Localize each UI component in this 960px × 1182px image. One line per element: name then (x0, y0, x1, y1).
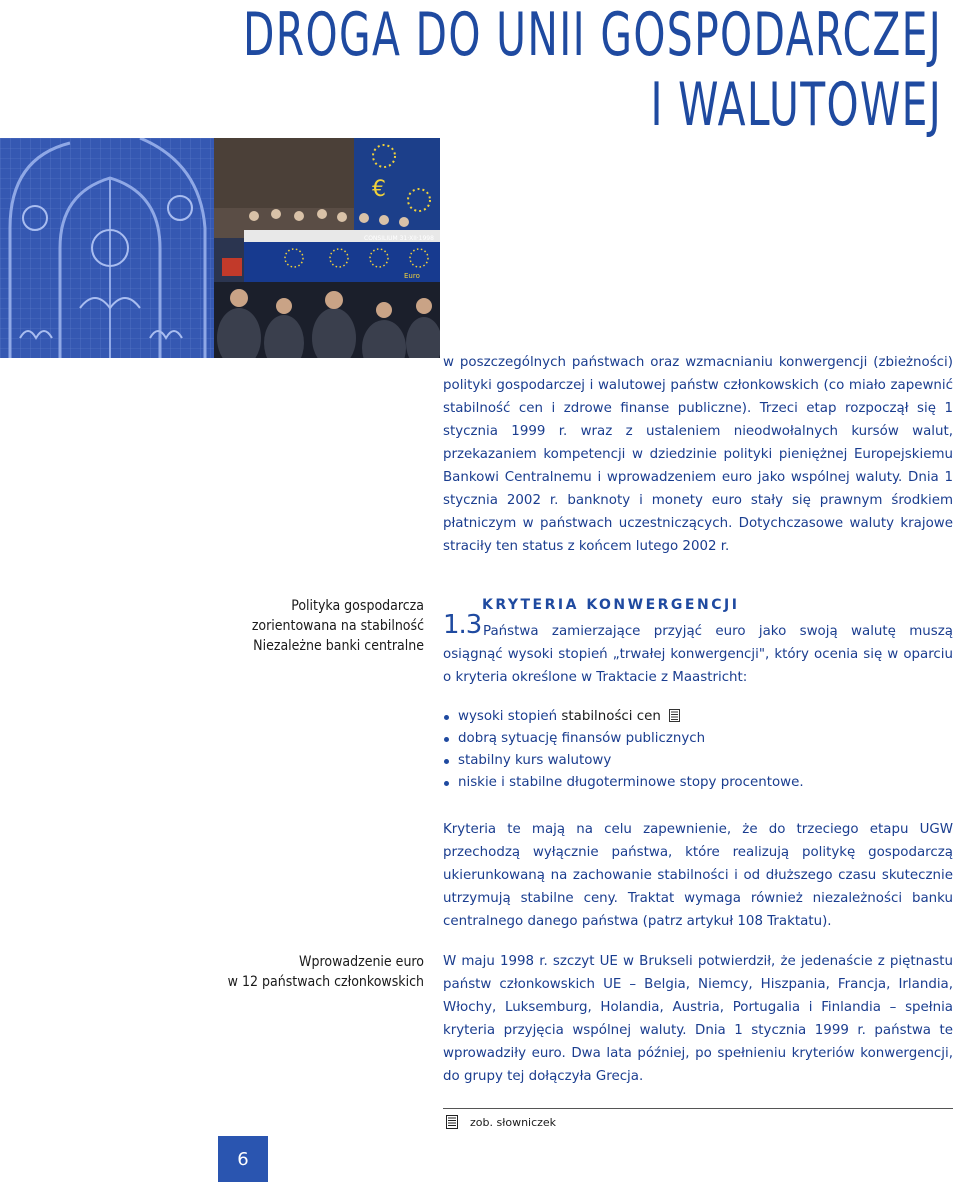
page-number: 6 (218, 1136, 268, 1182)
eu-council-photo (214, 138, 440, 358)
page-title (243, 0, 942, 140)
criteria-paragraph: Kryteria te mają na celu zapewnienie, że do trzeciego etapu UGW przechodzą wyłącznie państwa, które realizują politykę gospodarczą ukierunkowaną na zachowanie stabilności i od dłuższego czasu skutecznie utrzymują stabilne ceny. Traktat wymaga również niezależności banku centralnego danego państwa (patrz artykuł 108 Traktatu). (443, 822, 953, 929)
side-label-euro-introduction: Wprowadzenie euro (299, 954, 424, 970)
title-line-1: DROGA DO UNII GOSPODARCZEJ (242, 0, 942, 70)
glossary-link-price-stability[interactable]: stabilności cen (561, 709, 661, 724)
title-line-2: I WALUTOWEJ (650, 70, 942, 140)
side-label-central-banks: Niezależne banki centralne (253, 638, 424, 654)
footer-divider (443, 1108, 953, 1109)
list-item: niskie i stabilne długoterminowe stopy procentowe. (443, 772, 804, 794)
side-label-economic-policy: Polityka gospodarcza (291, 598, 424, 614)
side-label-member-states: w 12 państwach członkowskich (227, 974, 424, 990)
svg-text:€: € (372, 177, 386, 202)
summit-paragraph: W maju 1998 r. szczyt UE w Brukseli potwierdził, że jedenaście z piętnastu państw członkowskich UE – Belgia, Niemcy, Hiszpania, Francja, Irlandia, Włochy, Luksemburg, Holandia, Austria, Portugalia i Finlandia – spełnia kryteria przyjęcia wspólnej waluty. Dnia 1 stycznia 1999 r. państwa te wprowadziły euro. Dwa lata później, po spełnieniu kryteriów konwergencji, do grupy tej dołączyła Grecja. (443, 954, 953, 1084)
list-item (443, 706, 804, 728)
list-item: dobrą sytuację finansów publicznych (443, 728, 804, 750)
photo-banner-text: CONSILIUM 31·XII·1998 (364, 235, 434, 242)
section-intro: Państwa zamierzające przyjąć euro jako swoją walutę muszą osiągnąć wysoki stopień „trwałej konwergencji", który ocenia się w oparciu o kryteria określone w Traktacie z Maastricht: (443, 624, 953, 685)
glossary-note: zob. słowniczek (470, 1116, 557, 1129)
criteria-list (443, 706, 804, 794)
glossary-icon (446, 1115, 458, 1129)
side-label-stability: zorientowana na stabilność (251, 618, 424, 634)
list-item-text: wysoki stopień (458, 709, 562, 724)
photo-euro-label: Euro (404, 272, 420, 280)
intro-paragraph: w poszczególnych państwach oraz wzmacnianiu konwergencji (zbieżności) polityki gospodarczej i walutowej państw członkowskich (co miało zapewnić stabilność cen i zdrowe finanse publiczne). Trzeci etap rozpoczął się 1 stycznia 1999 r. wraz z ustaleniem nieodwołalnych kursów walut, przekazaniem kompetencji w dziedzinie polityki pieniężnej Europejskiemu Bankowi Centralnemu i wprowadzeniem euro jako wspólnej waluty. Dnia 1 stycznia 2002 r. banknoty i monety euro stały się prawnym środkiem płatniczym w państwach uczestniczących. Dotychczasowe waluty krajowe straciły ten status z końcem lutego 2002 r. (443, 355, 953, 554)
side-label-block-2 (228, 952, 424, 992)
section-number: 1.3 (443, 610, 482, 640)
list-item: stabilny kurs walutowy (443, 750, 804, 772)
gothic-window-illustration (0, 138, 214, 358)
side-label-block-1 (252, 596, 424, 656)
glossary-icon (669, 709, 680, 722)
section-heading: KRYTERIA KONWERGENCJI (482, 597, 740, 613)
